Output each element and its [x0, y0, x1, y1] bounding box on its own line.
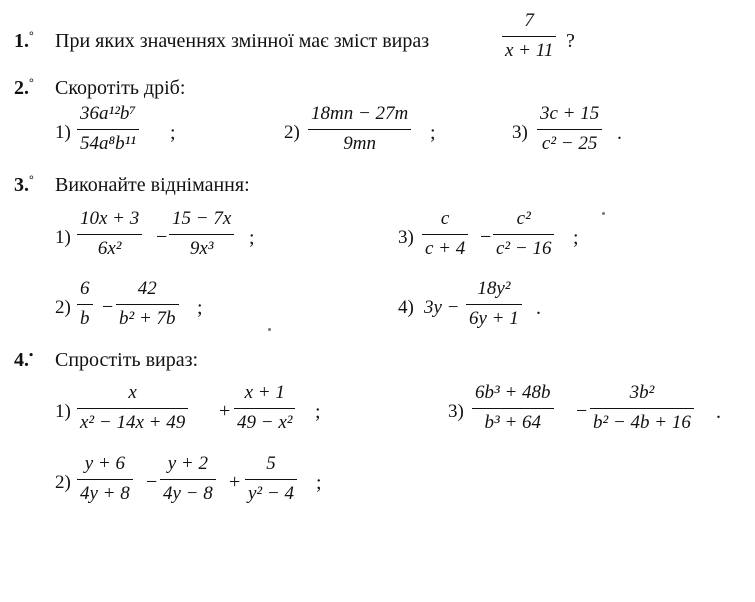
task-4-text: Спростіть вираз: [55, 349, 199, 371]
task-4-item-3-operator: − [576, 400, 588, 422]
task-2-item-2-fraction: 18mn − 27m 9mn [308, 103, 411, 155]
task-1-fraction: 7 x + 11 [502, 10, 556, 62]
task-3-text: Виконайте віднімання: [55, 174, 250, 196]
task-4-item-1-operator: + [219, 400, 231, 422]
task-3-item-2-label: 2) [55, 297, 71, 318]
task-3-item-1-fraction-2: 15 − 7x 9x³ [169, 208, 234, 260]
task-3-item-3-fraction-1: c c + 4 [422, 208, 468, 260]
task-3-item-4-label: 4) [398, 297, 414, 318]
task-3-item-1-label: 1) [55, 227, 71, 248]
task-4-item-2-operator-1: − [146, 471, 158, 493]
task-2-item-1-end: ; [170, 122, 176, 144]
task-2-item-3-fraction: 3c + 15 c² − 25 [537, 103, 602, 155]
task-2-item-2-end: ; [430, 122, 436, 144]
task-4-item-2-label: 2) [55, 472, 71, 493]
task-3-item-3-label: 3) [398, 227, 414, 248]
task-1-end: ? [566, 30, 575, 52]
task-3-item-4-lead: 3y − [424, 297, 460, 318]
task-4-item-2-end: ; [316, 472, 322, 494]
task-3-item-3-fraction-2: c² c² − 16 [493, 208, 554, 260]
task-4-item-2-fraction-2: y + 2 4y − 8 [160, 453, 216, 505]
task-2-item-3-end: . [617, 122, 622, 144]
task-2-item-2-label: 2) [284, 122, 300, 143]
task-4-item-1-label: 1) [55, 401, 71, 422]
task-3-item-1-fraction-1: 10x + 3 6x² [77, 208, 142, 260]
task-3-item-2-end: ; [197, 297, 203, 319]
task-4-item-2-fraction-3: 5 y² − 4 [245, 453, 297, 505]
task-1-number: 1.° [14, 28, 34, 52]
task-4-item-2-fraction-1: y + 6 4y + 8 [77, 453, 133, 505]
task-4-item-1-fraction-2: x + 1 49 − x² [234, 382, 295, 434]
task-4-item-1-fraction-1: x x² − 14x + 49 [77, 382, 188, 434]
task-3-item-4-fraction-1: 18y² 6y + 1 [466, 278, 522, 330]
task-4-item-2-operator-2: + [229, 471, 241, 493]
task-2-text: Скоротіть дріб: [55, 77, 186, 99]
task-2-item-3-label: 3) [512, 122, 528, 143]
task-3-item-2-fraction-2: 42 b² + 7b [116, 278, 179, 330]
task-3-item-2-operator: − [102, 296, 114, 318]
task-2-item-1-label: 1) [55, 122, 71, 143]
task-4-item-3-label: 3) [448, 401, 464, 422]
task-3-item-1-operator: − [156, 226, 168, 248]
task-2-item-1-fraction: 36a¹²b⁷ 54a⁸b¹¹ [77, 103, 139, 155]
task-4-item-3-fraction-2: 3b² b² − 4b + 16 [590, 382, 694, 434]
task-3-item-3-end: ; [573, 227, 579, 249]
task-4-number: 4.• [14, 347, 34, 371]
task-1-text: При яких значеннях змінної має зміст вираз [55, 30, 430, 52]
task-3-item-4-end: . [536, 297, 541, 319]
task-2-number: 2.° [14, 75, 34, 99]
task-3-item-3-operator: − [480, 226, 492, 248]
task-3-item-2-fraction-1: 6 b [77, 278, 93, 330]
task-3-item-1-end: ; [249, 227, 255, 249]
task-4-item-3-end: . [716, 401, 721, 423]
task-4-item-3-fraction-1: 6b³ + 48b b³ + 64 [472, 382, 554, 434]
scan-speck [268, 328, 271, 331]
task-4-item-1-end: ; [315, 401, 321, 423]
task-3-number: 3.° [14, 172, 34, 196]
scan-speck [602, 212, 605, 215]
